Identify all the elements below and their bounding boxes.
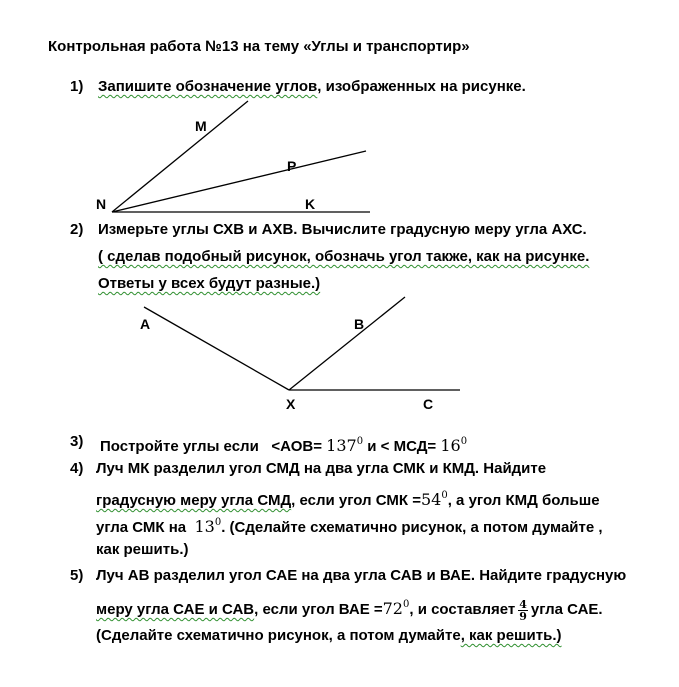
task3-number: 3) xyxy=(70,433,84,450)
angle2-number: 16 xyxy=(440,436,461,455)
page-title: Контрольная работа №13 на тему «Углы и транспортир» xyxy=(48,38,470,55)
angle2-value xyxy=(440,436,467,455)
task4-value1-number: 54 xyxy=(420,490,442,509)
angle1-name: <АОВ= xyxy=(271,438,322,455)
task4-line3-a: угла СМК на xyxy=(96,519,187,536)
task4-line2 xyxy=(96,487,600,510)
point-c-label: C xyxy=(423,396,434,412)
task2-number: 2) xyxy=(70,221,84,238)
task5-line2-b: , если угол ВАЕ = xyxy=(254,601,383,618)
task5-value xyxy=(383,599,410,618)
point-p-label: P xyxy=(287,158,297,174)
task4-number: 4) xyxy=(70,460,84,477)
angle1-value xyxy=(326,436,363,455)
task2-line1: Измерьте углы СХВ и АХВ. Вычислите градусную меру угла АХС. xyxy=(98,221,587,238)
task4-value2-number: 13 xyxy=(194,517,215,536)
task1-text-b: , изображенных на рисунке. xyxy=(317,78,526,95)
point-m-label: M xyxy=(195,118,207,134)
task4-value2 xyxy=(194,517,221,536)
task1-text-a: Запишите обозначение углов xyxy=(98,78,318,95)
point-n-label: N xyxy=(96,196,107,212)
task4-line2-b: , если угол СМК = xyxy=(291,492,421,509)
point-b-label: B xyxy=(354,316,365,332)
task3-text xyxy=(100,433,467,456)
point-a-label: A xyxy=(140,316,151,332)
task5-number: 5) xyxy=(70,567,84,584)
fraction-numerator: 4 xyxy=(519,597,527,611)
point-x-label: X xyxy=(286,396,296,412)
fraction xyxy=(518,599,528,622)
angle1-number: 137 xyxy=(326,436,357,455)
fraction-denominator: 9 xyxy=(519,609,527,623)
task4-line3 xyxy=(96,514,603,537)
connector: и xyxy=(367,438,377,455)
task5-value-degree: 0 xyxy=(402,599,410,610)
task4-line4: как решить.) xyxy=(96,541,189,558)
task5-line1: Луч АВ разделил угол САЕ на два угла САВ и ВАЕ. Найдите градусную xyxy=(96,567,627,584)
task5-line3 xyxy=(96,627,562,645)
task3-lead: Постройте углы если xyxy=(100,438,259,455)
task5-line3-a: (Сделайте схематично рисунок, а потом думайте xyxy=(96,627,461,644)
angle2-degree: 0 xyxy=(460,436,468,447)
angle2-name: < МСД= xyxy=(380,438,437,455)
task5-value-number: 72 xyxy=(382,599,403,618)
task4-line2-a: градусную меру угла СМД xyxy=(96,492,292,509)
ray-xa xyxy=(144,307,289,390)
ray-xb xyxy=(289,297,405,390)
task4-value1-degree: 0 xyxy=(441,490,448,501)
task4-line2-c: , а угол КМД больше xyxy=(447,492,600,509)
task5-line3-b: , как решить.) xyxy=(460,627,562,644)
point-k-label: K xyxy=(305,196,316,212)
task2-line3 xyxy=(98,275,320,293)
task2-line3-text: Ответы у всех будут разные.) xyxy=(98,275,321,292)
task4-line1: Луч МК разделил угол СМД на два угла СМК и КМД. Найдите xyxy=(96,460,547,477)
task5-line2-a: меру угла САЕ и САВ xyxy=(96,601,255,618)
task2-line2 xyxy=(98,248,589,266)
task5-line2 xyxy=(96,596,603,622)
task2-line2-text: ( сделав подобный рисунок, обозначь угол также, как на рисунке. xyxy=(98,248,590,265)
task4-line3-b: . (Сделайте схематично рисунок, а потом думайте , xyxy=(221,519,603,536)
angle1-degree: 0 xyxy=(356,436,364,447)
task4-value2-degree: 0 xyxy=(214,517,222,528)
task1-number: 1) xyxy=(70,78,84,95)
task5-line2-c: , и составляет xyxy=(409,601,516,618)
task4-value1 xyxy=(421,490,448,509)
task5-line2-d: угла САЕ. xyxy=(530,601,603,618)
